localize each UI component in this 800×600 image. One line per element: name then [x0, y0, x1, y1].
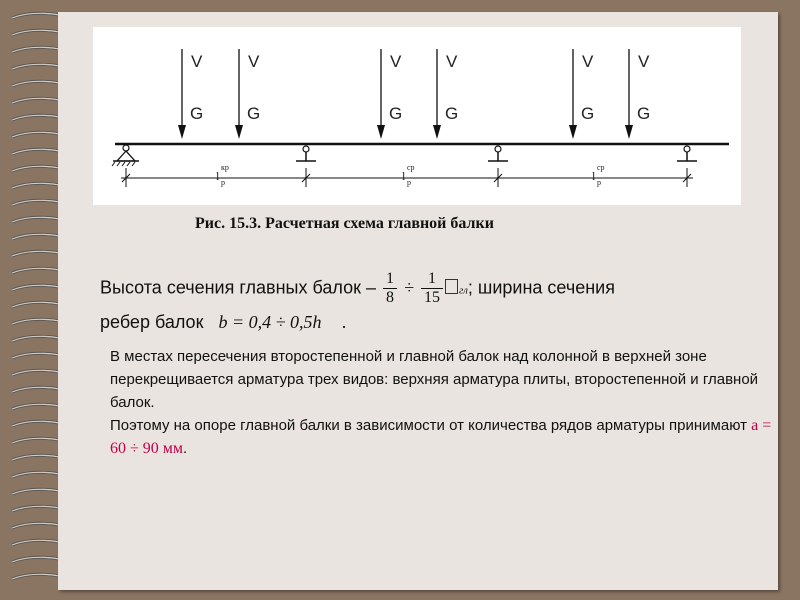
rib-end: . [341, 312, 347, 332]
height-prefix: Высота сечения главных балок – [100, 277, 376, 298]
load-arrow [625, 49, 650, 139]
height-text [100, 270, 740, 337]
span-sup: ср [597, 163, 605, 172]
span-label [216, 163, 229, 187]
column-support [677, 146, 697, 161]
span-sub: p [221, 178, 225, 187]
dead-load-label: G [389, 104, 403, 123]
height-suffix: ; ширина сечения [467, 277, 615, 298]
dead-load-label: G [637, 104, 651, 123]
column-support [488, 146, 508, 161]
live-load-label: V [248, 52, 260, 71]
height-line-1 [100, 270, 740, 307]
beam-diagram [93, 27, 741, 205]
length-symbol-icon [445, 279, 458, 294]
paragraph-1: В местах пересечения второстепенной и главной балок над колонной в верхней зоне перекрещивается арматура трех видов: верхняя арматура плиты, второстепенной и главной балок. [110, 348, 759, 411]
load-arrow [433, 49, 458, 139]
span-base: l [402, 169, 406, 183]
divide-sign: ÷ [404, 277, 414, 298]
paragraph-2 [110, 414, 775, 460]
live-load-label: V [191, 52, 203, 71]
fraction-1-15: $\frac{1}{15}$ [421, 270, 443, 307]
span-sub: p [407, 178, 411, 187]
load-arrow [377, 49, 402, 139]
pinned-support [112, 145, 139, 166]
dead-load-label: G [581, 104, 595, 123]
paragraph-2-text: Поэтому на опоре главной балки в зависимости от количества рядов арматуры принимают [110, 417, 752, 434]
live-load-label: V [582, 52, 594, 71]
height-line-2 [100, 307, 740, 337]
span-sup: ср [407, 163, 415, 172]
live-load-label: V [638, 52, 650, 71]
cover-value: а = 60 ÷ 90 мм [110, 417, 772, 457]
span-sub: p [597, 178, 601, 187]
load-arrow [569, 49, 594, 139]
rib-prefix: ребер балок [100, 312, 204, 332]
load-arrow [178, 49, 203, 139]
rib-formula: b = 0,4 ÷ 0,5h [218, 312, 322, 332]
column-support [296, 146, 316, 161]
load-arrow [235, 49, 260, 139]
figure-caption: Рис. 15.3. Расчетная схема главной балки [195, 215, 494, 232]
dead-load-label: G [445, 104, 459, 123]
length-subscript: гл [458, 284, 468, 297]
span-label [402, 163, 415, 187]
dead-load-label: G [247, 104, 261, 123]
dead-load-label: G [190, 104, 204, 123]
live-load-label: V [390, 52, 402, 71]
span-sup: кр [221, 163, 229, 172]
live-load-label: V [446, 52, 458, 71]
span-base: l [216, 169, 220, 183]
span-labels [216, 163, 605, 187]
supports [112, 145, 697, 166]
span-base: l [592, 169, 596, 183]
fraction-1-8: $\frac{1}{8}$ [383, 270, 397, 307]
reinforcement-paragraph [110, 345, 775, 460]
load-arrows [178, 49, 650, 139]
span-label [592, 163, 605, 187]
paragraph-2-end: . [183, 440, 188, 457]
